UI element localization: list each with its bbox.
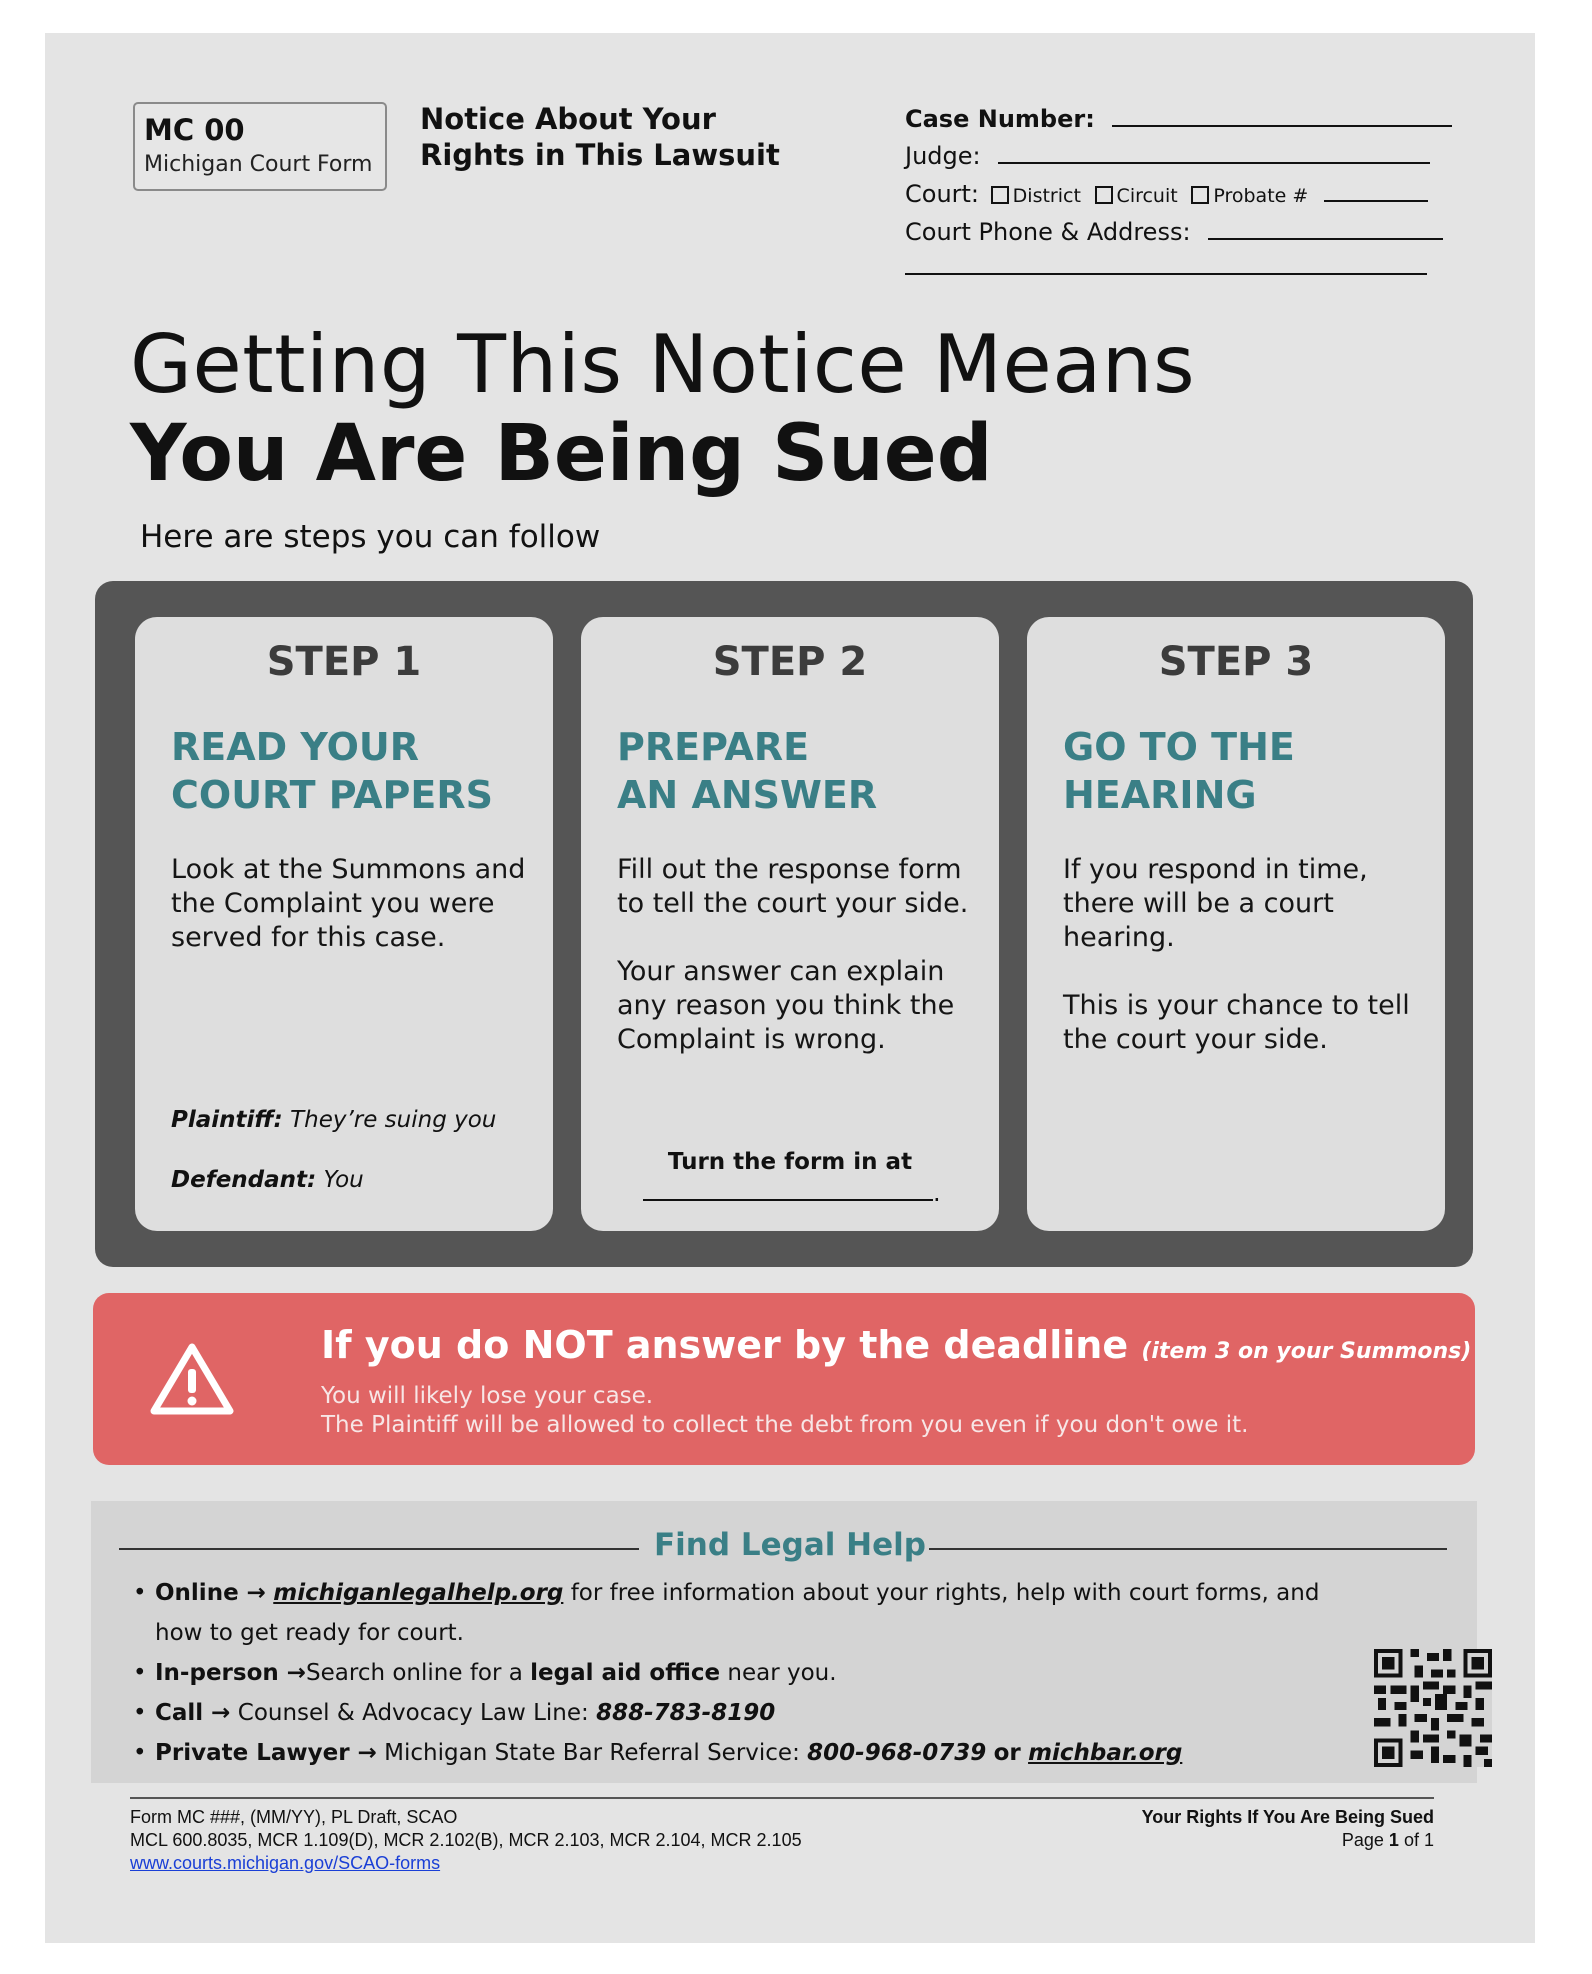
case-number-label: Case Number: — [905, 105, 1095, 133]
step-body-paragraph: Your answer can explain any reason you think the Complaint is wrong. — [617, 956, 955, 1055]
probate-checkbox[interactable] — [1191, 186, 1209, 204]
probate-label: Probate # — [1213, 185, 1309, 207]
step-number: STEP 1 — [266, 639, 422, 685]
step-card-2 — [581, 617, 999, 1231]
help-item-text: Search online for a — [306, 1660, 523, 1686]
warning-note: (item 3 on your Summons) — [1141, 1339, 1472, 1364]
intro-text: Here are steps you can follow — [140, 519, 601, 555]
phone-number[interactable]: 888-783-8190 — [596, 1700, 776, 1726]
legal-help-title: Find Legal Help — [654, 1527, 926, 1563]
step-body-paragraph: Look at the Summons and the Complaint you were served for this case. — [171, 854, 526, 953]
court-phone-field[interactable] — [1208, 216, 1443, 240]
turn-in-field[interactable] — [643, 1199, 933, 1201]
warning-title-text: If you do NOT answer by the deadline — [321, 1323, 1129, 1367]
legal-help-section — [91, 1501, 1477, 1783]
court-label: Court: — [905, 180, 980, 208]
help-item-label: Online → — [155, 1580, 266, 1606]
footer-form-info: Form MC ###, (MM/YY), PL Draft, SCAO — [130, 1807, 458, 1827]
step-number: STEP 3 — [1158, 639, 1314, 685]
help-item-label: In-person → — [155, 1660, 307, 1686]
help-item-text: Michigan State Bar Referral Service: — [384, 1740, 800, 1766]
probate-number-field[interactable] — [1324, 178, 1428, 202]
page-label: Page — [1341, 1830, 1384, 1850]
step-card-3 — [1027, 617, 1445, 1231]
case-number-field[interactable] — [1112, 103, 1452, 127]
phone-number[interactable]: 800-968-0739 — [807, 1740, 987, 1766]
qr-code[interactable] — [1374, 1649, 1492, 1767]
turn-in-label: Turn the form in at — [667, 1149, 913, 1175]
step-body-paragraph: If you respond in time, there will be a court hearing. — [1063, 854, 1368, 953]
help-item-or: or — [993, 1740, 1021, 1766]
step-title: GO TO THE HEARING — [1063, 725, 1295, 817]
warning-line-2: The Plaintiff will be allowed to collect the debt from you even if you don't owe it. — [321, 1412, 1249, 1438]
warning-line-1: You will likely lose your case. — [321, 1383, 654, 1409]
page-indicator — [1085, 1829, 1434, 1852]
divider — [119, 1548, 639, 1550]
help-item-label: Private Lawyer → — [155, 1740, 377, 1766]
help-item-text: for free information about your rights, help with court forms, and how to get ready for court. — [155, 1580, 1320, 1646]
step-number: STEP 2 — [712, 639, 868, 685]
district-checkbox[interactable] — [991, 186, 1009, 204]
defendant-text: You — [323, 1167, 364, 1193]
warning-triangle-icon — [149, 1341, 235, 1417]
step-body — [171, 853, 531, 989]
deadline-warning-banner — [93, 1293, 1475, 1465]
footer-citations: MCL 600.8035, MCR 1.109(D), MCR 2.102(B), MCR 2.103, MCR 2.104, MCR 2.105 — [130, 1830, 802, 1850]
help-item-label: Call → — [155, 1700, 231, 1726]
court-phone-row — [905, 216, 1443, 246]
help-item-bold: legal aid office — [530, 1660, 721, 1686]
michiganlegalhelp-link[interactable]: michiganlegalhelp.org — [273, 1580, 564, 1606]
step-body — [617, 853, 977, 1091]
court-address-row — [905, 251, 1427, 281]
district-label: District — [1012, 185, 1081, 207]
legal-help-list — [129, 1573, 1359, 1773]
court-row — [905, 178, 1428, 208]
court-address-field[interactable] — [905, 251, 1427, 275]
list-item — [129, 1573, 1359, 1653]
judge-field[interactable] — [998, 140, 1430, 164]
list-item — [129, 1653, 1359, 1693]
form-code: MC 00 — [144, 113, 245, 147]
step-body-paragraph: Fill out the response form to tell the court your side. — [617, 854, 969, 919]
headline-line2: You Are Being Sued — [130, 409, 993, 499]
footer-divider — [130, 1797, 1434, 1799]
page-current: 1 — [1388, 1830, 1399, 1850]
help-item-text: near you. — [727, 1660, 837, 1686]
plaintiff-definition — [171, 1107, 496, 1133]
warning-title — [321, 1323, 1471, 1367]
turn-in-period: . — [933, 1179, 941, 1207]
notice-title: Notice About Your Rights in This Lawsuit — [420, 102, 780, 172]
defendant-label: Defendant: — [171, 1167, 317, 1193]
judge-label: Judge: — [905, 142, 981, 170]
step-card-1 — [135, 617, 553, 1231]
footer-right — [1085, 1806, 1434, 1852]
case-number-row — [905, 103, 1452, 133]
list-item — [129, 1693, 1359, 1733]
step-body — [1063, 853, 1423, 1091]
court-phone-label: Court Phone & Address: — [905, 218, 1191, 246]
plaintiff-label: Plaintiff: — [171, 1107, 283, 1133]
michbar-link[interactable]: michbar.org — [1028, 1740, 1183, 1766]
footer-left — [130, 1806, 802, 1875]
list-item — [129, 1733, 1359, 1773]
form-subtitle: Michigan Court Form — [144, 152, 373, 177]
circuit-label: Circuit — [1116, 185, 1178, 207]
plaintiff-text: They’re suing you — [290, 1107, 497, 1133]
step-title: PREPARE AN ANSWER — [617, 725, 878, 817]
step-body-paragraph: This is your chance to tell the court your side. — [1063, 990, 1410, 1055]
page-of: of — [1403, 1830, 1419, 1850]
scao-forms-link[interactable]: www.courts.michigan.gov/SCAO-forms — [130, 1853, 441, 1873]
page-total: 1 — [1423, 1830, 1434, 1850]
footer-doc-title: Your Rights If You Are Being Sued — [1141, 1807, 1434, 1827]
step-title: READ YOUR COURT PAPERS — [171, 725, 493, 817]
headline-line1: Getting This Notice Means — [130, 318, 1196, 411]
help-item-text: Counsel & Advocacy Law Line: — [237, 1700, 589, 1726]
form-id-box — [133, 102, 387, 191]
defendant-definition — [171, 1167, 364, 1193]
circuit-checkbox[interactable] — [1095, 186, 1113, 204]
steps-panel — [95, 581, 1473, 1267]
form-page — [45, 33, 1535, 1943]
divider — [929, 1548, 1447, 1550]
judge-row — [905, 140, 1430, 170]
